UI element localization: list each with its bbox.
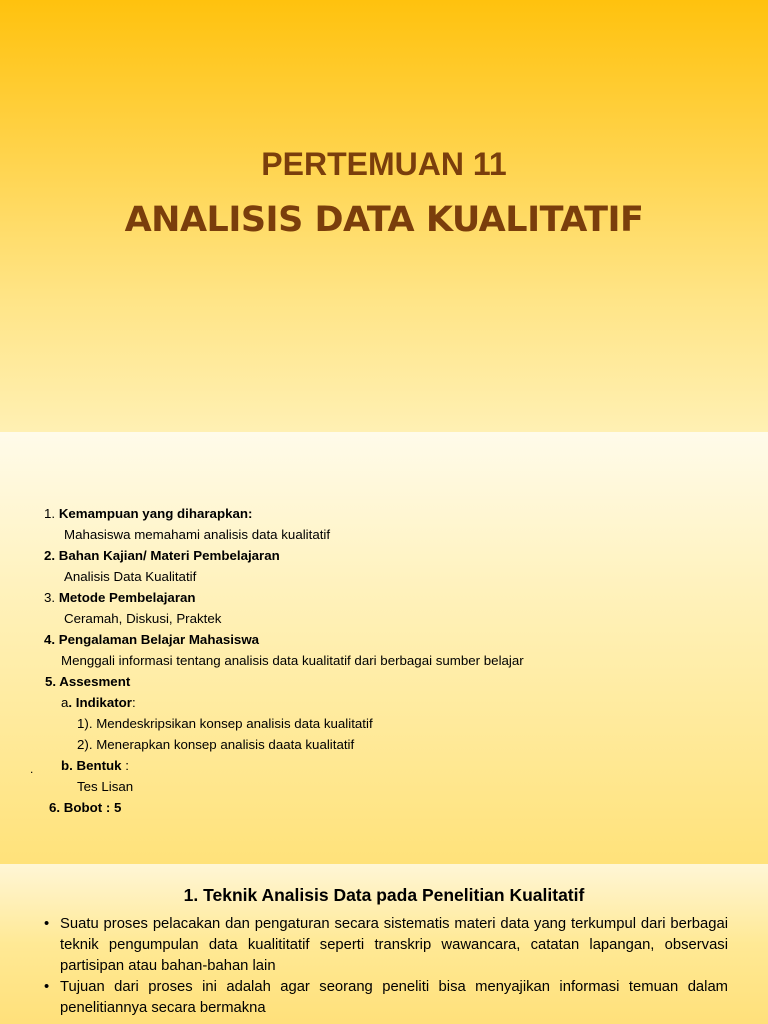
item-1-number: 1 <box>44 506 52 521</box>
item-5-heading: 5. Assesment <box>45 674 131 689</box>
stray-dot: . <box>30 762 34 776</box>
bullet-text: Suatu proses pelacakan dan pengaturan secara sistematis materi data yang terkumpul dari berbagai teknik pengumpulan data kualititatif seperti transkrip wawancara, catatan lapangan, observasi partisipan atau bahan-bahan lain <box>60 916 728 974</box>
item-3-separator: . <box>51 590 56 605</box>
slide-subtitle: PERTEMUAN 11 <box>261 146 507 182</box>
bullet-list <box>44 914 728 1019</box>
item-1-label: Kemampuan yang diharapkan: <box>58 506 253 521</box>
slide-title: ANALISIS DATA KUALITATIF <box>124 200 644 240</box>
item-5b-heading <box>61 758 129 774</box>
title-slide <box>0 0 768 432</box>
outline-slide <box>0 432 768 864</box>
item-1-heading <box>44 506 252 522</box>
item-4-text: Menggali informasi tentang analisis data kualitatif dari berbagai sumber belajar <box>61 653 524 668</box>
item-2-text: Analisis Data Kualitatif <box>64 569 197 584</box>
item-5a-letter: a <box>61 695 69 710</box>
item-4-heading: 4. Pengalaman Belajar Mahasiswa <box>44 632 260 647</box>
item-1-separator: . <box>51 506 56 521</box>
section-heading: 1. Teknik Analisis Data pada Penelitian Kualitatif <box>183 885 585 905</box>
bullet-icon: • <box>44 916 50 932</box>
item-5b-text: Tes Lisan <box>77 779 134 794</box>
item-5a-subitem-2: 2). Menerapkan konsep analisis daata kualitatif <box>77 737 355 752</box>
item-5a-label: . Indikator <box>68 695 132 710</box>
item-3-label: Metode Pembelajaran <box>58 590 196 605</box>
item-5b-colon: : <box>121 758 129 773</box>
bullet-item <box>44 977 728 1019</box>
item-2-heading: 2. Bahan Kajian/ Materi Pembelajaran <box>44 548 280 563</box>
item-3-text: Ceramah, Diskusi, Praktek <box>64 611 222 626</box>
item-5a-subitem-1: 1). Mendeskripsikan konsep analisis data kualitatif <box>77 716 373 731</box>
item-3-heading <box>44 590 196 606</box>
bullet-item <box>44 914 728 977</box>
item-1-text: Mahasiswa memahami analisis data kualitatif <box>64 527 331 542</box>
item-6-heading: 6. Bobot : 5 <box>49 800 122 815</box>
item-5b-label: b. Bentuk <box>61 758 122 773</box>
item-3-number: 3 <box>44 590 52 605</box>
bullet-text: Tujuan dari proses ini adalah agar seorang peneliti bisa menyajikan informasi temuan dalam penelitiannya secara bermakna <box>60 979 728 1016</box>
item-5a-colon: : <box>131 695 136 710</box>
item-5a-heading <box>61 695 136 711</box>
bullet-icon: • <box>44 979 50 995</box>
content-slide <box>0 864 768 1024</box>
